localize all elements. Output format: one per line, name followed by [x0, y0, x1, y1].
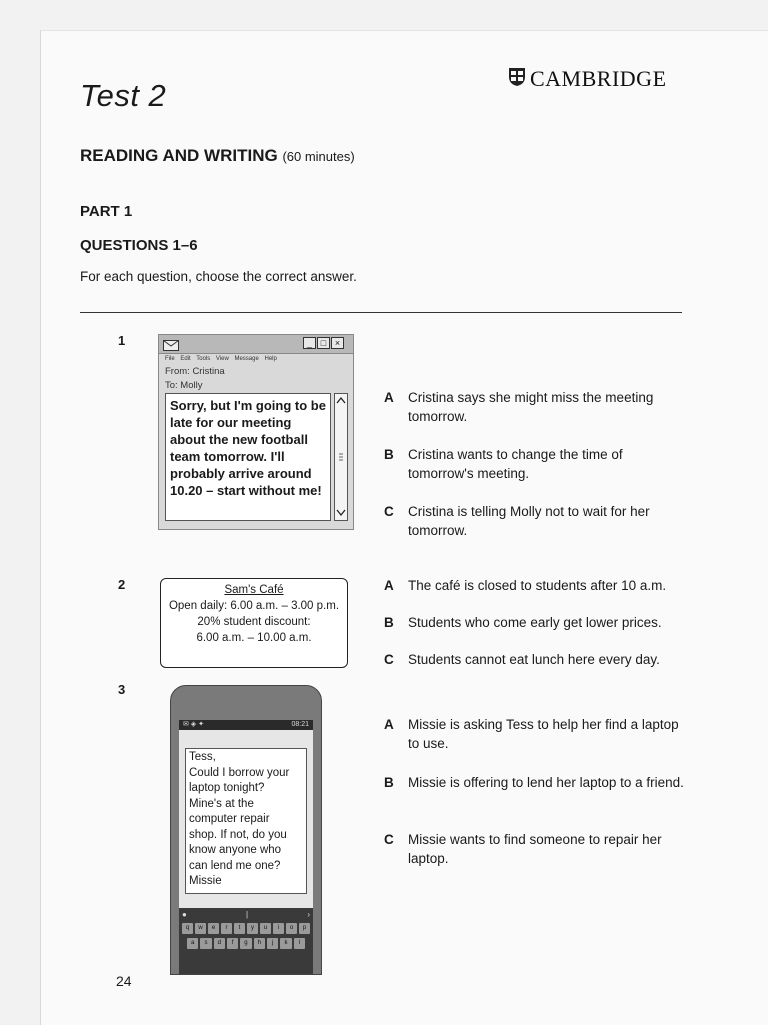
cafe-hours: Open daily: 6.00 a.m. – 3.00 p.m. — [168, 600, 340, 612]
instruction-text: For each question, choose the correct answer. — [80, 269, 357, 284]
section-title: READING AND WRITING — [80, 146, 278, 165]
question-number-3: 3 — [118, 682, 126, 697]
q2-option-c: C Students cannot eat lunch here every day. — [384, 652, 660, 667]
maximize-icon: □ — [317, 337, 330, 349]
chevron-right-icon: › — [307, 910, 310, 919]
shield-icon — [508, 67, 526, 92]
phone-time: 08:21 — [291, 721, 309, 728]
question-number-2: 2 — [118, 577, 126, 592]
keyboard-row-1: q w e r t y u i o p — [179, 921, 313, 936]
email-to: To: Molly — [165, 380, 203, 391]
close-icon: × — [331, 337, 344, 349]
divider — [80, 312, 682, 313]
email-body: Sorry, but I'm going to be late for our meeting about the new football team tomorrow. I'll probably arrive around 10.20 – start without me! — [165, 393, 331, 521]
q2-option-a: A The café is closed to students after 10 a.m. — [384, 578, 667, 593]
q3-option-c: C Missie wants to find someone to repair her laptop. — [384, 832, 662, 866]
email-window — [158, 334, 354, 530]
q3-option-a: A Missie is asking Tess to help her find a laptop to use. — [384, 717, 679, 751]
cafe-notice — [160, 578, 348, 668]
phone-screen — [179, 730, 313, 908]
cursor-icon: | — [246, 910, 249, 919]
q1-option-b: B Cristina wants to change the time of tomorrow's meeting. — [384, 447, 623, 481]
keyboard-toolbar — [179, 908, 313, 921]
q3-option-b: B Missie is offering to lend her laptop to a friend. — [384, 775, 684, 790]
question-number-1: 1 — [118, 333, 126, 348]
phone-illustration — [170, 685, 322, 975]
part-heading: PART 1 — [80, 203, 133, 220]
email-scrollbar — [334, 393, 348, 521]
keyboard-row-2: a s d f g h j k l — [179, 936, 313, 951]
cafe-discount-hours: 6.00 a.m. – 10.00 a.m. — [196, 632, 312, 644]
mic-icon: ● — [182, 910, 187, 919]
section-duration: (60 minutes) — [282, 149, 355, 164]
cambridge-logo — [508, 66, 667, 92]
q2-option-b: B Students who come early get lower prices. — [384, 615, 662, 630]
status-icons: ✉ ◈ ✦ — [183, 721, 205, 728]
q1-option-c: C Cristina is telling Molly not to wait for her tomorrow. — [384, 504, 650, 538]
questions-heading: QUESTIONS 1–6 — [80, 237, 198, 254]
email-menubar: File Edit Tools View Message Help — [165, 356, 277, 362]
logo-text: CAMBRIDGE — [530, 66, 667, 91]
section-heading — [80, 146, 355, 166]
phone-keyboard — [179, 908, 313, 975]
q1-option-a: A Cristina says she might miss the meeting tomorrow. — [384, 390, 654, 424]
cafe-discount: 20% student discount: — [197, 616, 311, 628]
email-from: From: Cristina — [165, 366, 225, 377]
text-message: Tess, Could I borrow your laptop tonight? Mine's at the computer repair shop. If not, do you know anyone who can lend me one? Missie — [185, 748, 307, 894]
envelope-icon — [163, 338, 179, 356]
minimize-icon: _ — [303, 337, 316, 349]
cafe-name: Sam's Café — [224, 584, 284, 596]
page-number: 24 — [116, 973, 132, 989]
test-title: Test 2 — [80, 78, 167, 113]
phone-status-bar — [179, 720, 313, 730]
email-titlebar — [159, 335, 353, 354]
